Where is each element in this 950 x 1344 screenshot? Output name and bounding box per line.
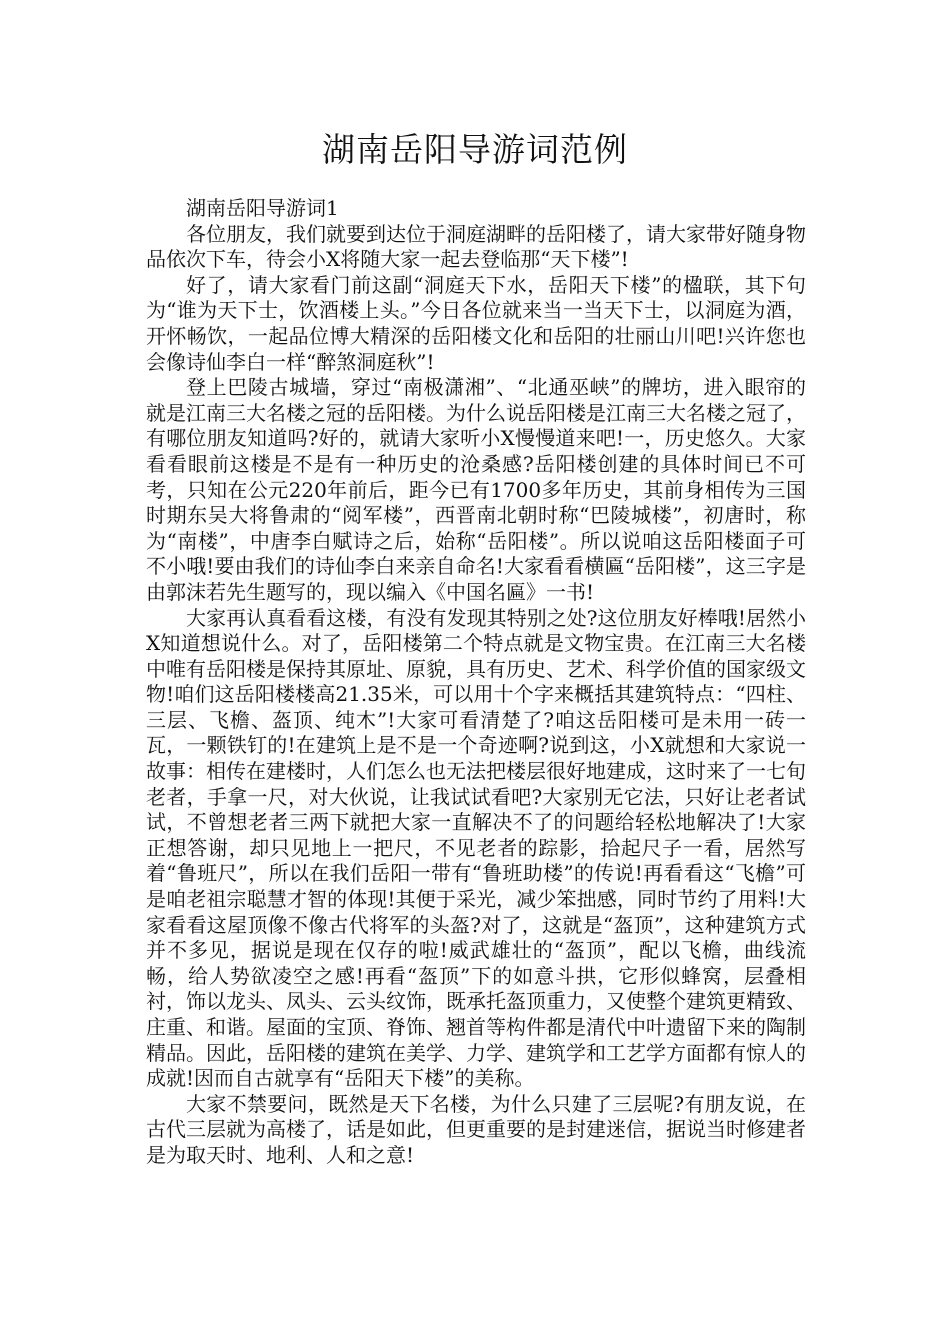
paragraph: 大家不禁要问，既然是天下名楼，为什么只建了三层呢?有朋友说，在古代三层就为高楼了，话是如此，但更重要的是封建迷信，据说当时修建者是为取天时、地利、人和之意! [146, 1091, 806, 1167]
document-body [146, 196, 806, 1169]
paragraph: 好了，请大家看门前这副“洞庭天下水，岳阳天下楼”的楹联，其下句为“谁为天下士，饮酒楼上头。”今日各位就来当一当天下士，以洞庭为酒，开怀畅饮，一起品位博大精深的岳阳楼文化和岳阳的壮丽山川吧!兴许您也会像诗仙李白一样“醉煞洞庭秋”! [146, 272, 806, 374]
document-title: 湖南岳阳导游词范例 [322, 130, 628, 169]
paragraph: 登上巴陵古城墙，穿过“南极潇湘”、“北通巫峡”的牌坊，进入眼帘的就是江南三大名楼之冠的岳阳楼。为什么说岳阳楼是江南三大名楼之冠了，有哪位朋友知道吗?好的，就请大家听小X慢慢道来吧!一，历史悠久。大家看看眼前这楼是不是有一种历史的沧桑感?岳阳楼创建的具体时间已不可考，只知在公元220年前后，距今已有1700多年历史，其前身相传为三国时期东吴大将鲁肃的“阅军楼”，西晋南北朝时称“巴陵城楼”，初唐时，称为“南楼”，中唐李白赋诗之后，始称“岳阳楼”。所以说咱这岳阳楼面子可不小哦!要由我们的诗仙李白来亲自命名!大家看看横匾“岳阳楼”，这三字是由郭沫若先生题写的，现以编入《中国名匾》一书! [146, 375, 806, 604]
paragraph: 各位朋友，我们就要到达位于洞庭湖畔的岳阳楼了，请大家带好随身物品依次下车，待会小X将随大家一起去登临那“天下楼”! [146, 221, 806, 272]
paragraph-subtitle: 湖南岳阳导游词1 [186, 196, 339, 220]
paragraph: 大家再认真看看这楼，有没有发现其特别之处?这位朋友好棒哦!居然小X知道想说什么。对了，岳阳楼第二个特点就是文物宝贵。在江南三大名楼中唯有岳阳楼是保持其原址、原貌，具有历史、艺术、科学价值的国家级文物!咱们这岳阳楼楼高21.35米，可以用十个字来概括其建筑特点：“四柱、三层、飞檐、盔顶、纯木”!大家可看清楚了?咱这岳阳楼可是未用一砖一瓦，一颗铁钉的!在建筑上是不是一个奇迹啊?说到这，小X就想和大家说一故事：相传在建楼时，人们怎么也无法把楼层很好地建成，这时来了一七旬老者，手拿一尺，对大伙说，让我试试看吧?大家别无它法，只好让老者试试，不曾想老者三两下就把大家一直解决不了的问题给轻松地解决了!大家正想答谢，却只见地上一把尺，不见老者的踪影，拾起尺子一看，居然写着“鲁班尺”，所以在我们岳阳一带有“鲁班助楼”的传说!再看看这“飞檐”可是咱老祖宗聪慧才智的体现!其便于采光，减少笨拙感，同时节约了用料!大家看看这屋顶像不像古代将军的头盔?对了，这就是“盔顶”，这种建筑方式并不多见，据说是现在仅存的啦!威武雄壮的“盔顶”，配以飞檐，曲线流畅，给人势欲凌空之感!再看“盔顶”下的如意斗拱，它形似蜂窝，层叠相衬，饰以龙头、凤头、云头纹饰，既承托盔顶重力，又使整个建筑更精致、庄重、和谐。屋面的宝顶、脊饰、翘首等构件都是清代中叶遗留下来的陶制精品。因此，岳阳楼的建筑在美学、力学、建筑学和工艺学方面都有惊人的成就!因而自古就享有“岳阳天下楼”的美称。 [146, 605, 806, 1091]
